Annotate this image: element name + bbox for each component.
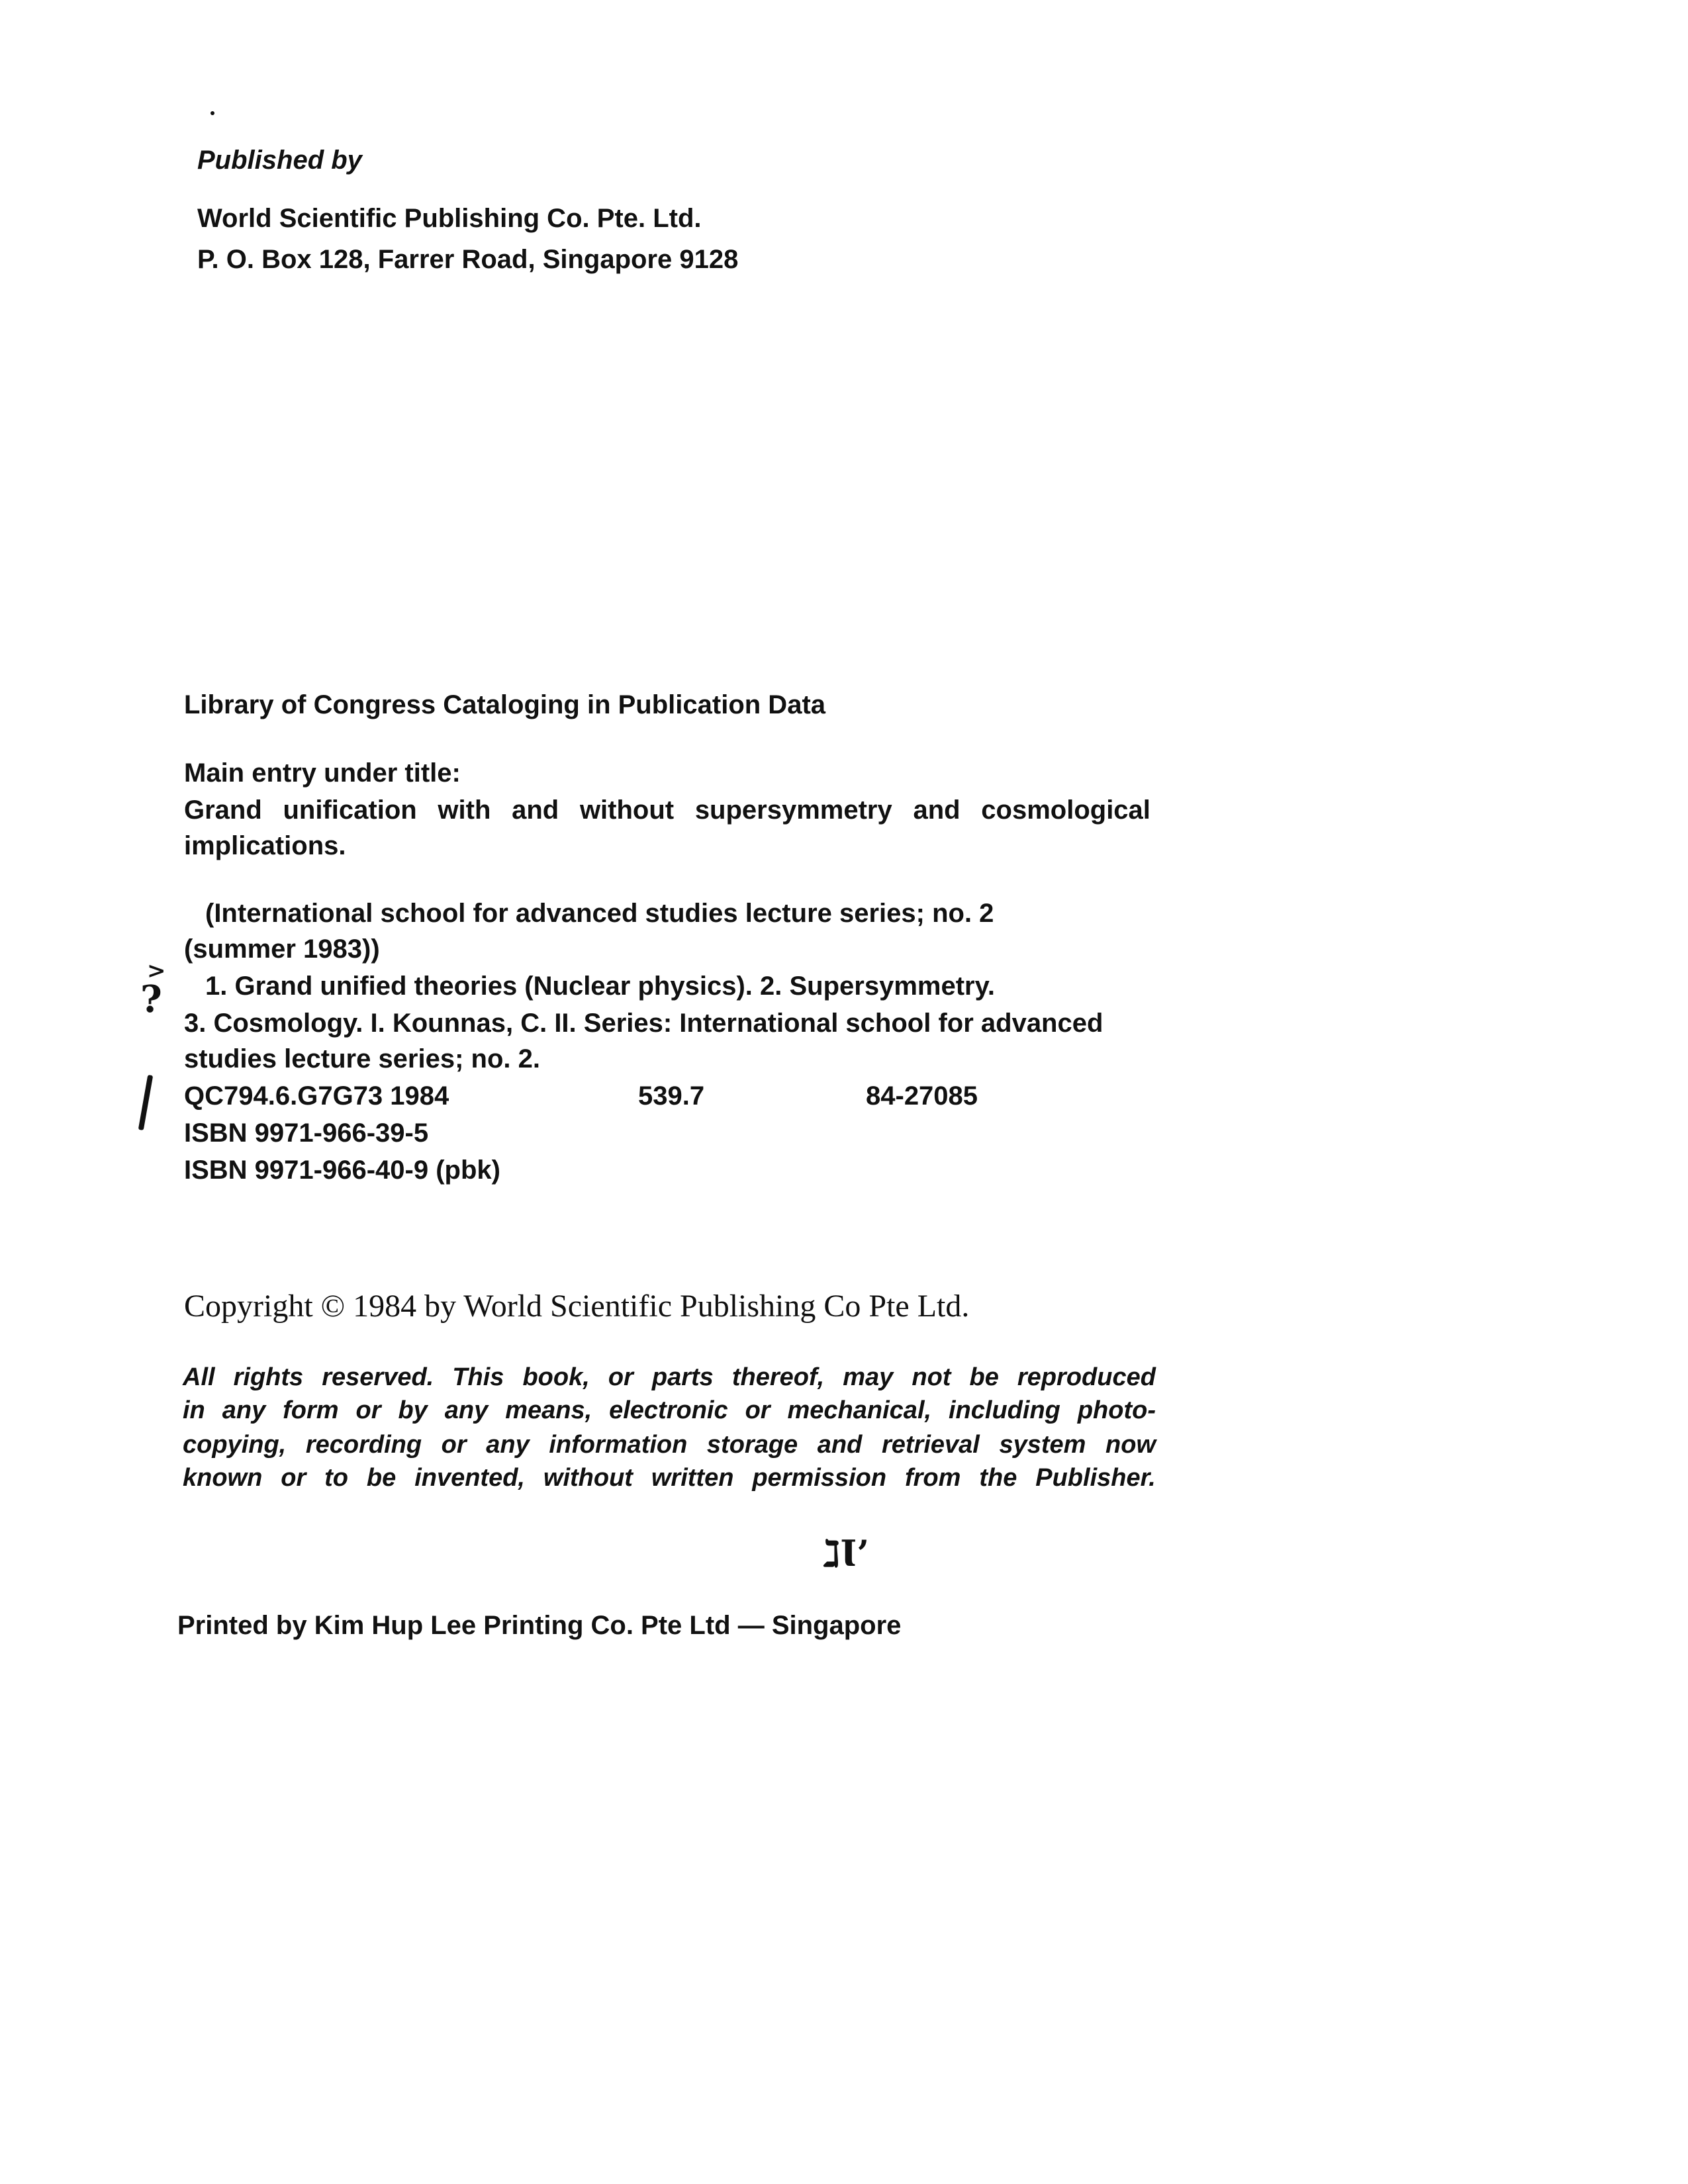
catalog-title-line-1 — [184, 797, 1150, 823]
rights-word: book, — [522, 1363, 590, 1391]
rights-statement-line-4 — [183, 1465, 1156, 1490]
rights-word: reproduced — [1017, 1363, 1156, 1391]
rights-word: All — [183, 1363, 215, 1391]
rights-word: parts — [651, 1363, 714, 1391]
title-word: unification — [283, 796, 417, 825]
rights-word: any — [222, 1396, 266, 1424]
title-word: supersymmetry — [694, 796, 892, 825]
isbn-hardcover: ISBN 9971-966-39-5 — [184, 1118, 429, 1148]
rights-word: means, — [505, 1396, 592, 1424]
rights-word: from — [904, 1464, 961, 1492]
subject-tracings-line-3: studies lecture series; no. 2. — [184, 1044, 540, 1073]
rights-word: photo- — [1077, 1396, 1156, 1424]
catalog-title-line-2: implications. — [184, 831, 346, 860]
rights-word: or — [441, 1431, 467, 1459]
rights-word: the — [979, 1464, 1017, 1492]
title-word: and — [512, 796, 559, 825]
title-word: without — [579, 796, 675, 825]
rights-statement-line-2 — [183, 1398, 1156, 1423]
rights-word: rights — [233, 1363, 304, 1391]
rights-word: any — [486, 1431, 530, 1459]
rights-word: system — [999, 1431, 1086, 1459]
rights-word: or — [745, 1396, 771, 1424]
rights-word: form — [283, 1396, 339, 1424]
rights-word: Publisher. — [1035, 1464, 1156, 1492]
published-by-label: Published by — [197, 146, 362, 175]
rights-statement-line-1 — [183, 1365, 1156, 1390]
handwritten-arrow-mark: > — [147, 958, 166, 984]
rights-word: or — [281, 1464, 306, 1492]
publisher-address: P. O. Box 128, Farrer Road, Singapore 9128 — [197, 245, 739, 274]
copyright-notice: Copyright © 1984 by World Scientific Publishing Co Pte Ltd. — [184, 1289, 970, 1324]
rights-word: in — [183, 1396, 205, 1424]
lccn-number: 84-27085 — [866, 1081, 978, 1111]
rights-word: and — [817, 1431, 863, 1459]
rights-word: recording — [305, 1431, 422, 1459]
rights-word: thereof, — [731, 1363, 825, 1391]
rights-word: invented, — [414, 1464, 525, 1492]
rights-word: permission — [752, 1464, 887, 1492]
rights-word: any — [444, 1396, 489, 1424]
subject-tracings-line-2: 3. Cosmology. I. Kounnas, C. II. Series: International school for advanced — [184, 1009, 1103, 1038]
rights-word: copying, — [183, 1431, 287, 1459]
series-statement-line-2: (summer 1983)) — [184, 934, 380, 964]
printer-line: Printed by Kim Hup Lee Printing Co. Pte Ltd — Singapore — [177, 1611, 902, 1640]
handwritten-bar-mark — [138, 1075, 153, 1130]
subject-tracings-line-1: 1. Grand unified theories (Nuclear physics). 2. Supersymmetry. — [205, 972, 995, 1001]
series-statement-line-1: (International school for advanced studies lecture series; no. 2 — [205, 899, 994, 928]
rights-word: reserved. — [322, 1363, 434, 1391]
isbn-paperback: ISBN 9971-966-40-9 (pbk) — [184, 1156, 500, 1185]
call-number: QC794.6.G7G73 1984 — [184, 1081, 449, 1111]
title-word: and — [913, 796, 961, 825]
rights-word: electronic — [609, 1396, 728, 1424]
rights-word: mechanical, — [787, 1396, 932, 1424]
rights-word: now — [1105, 1431, 1156, 1459]
rights-word: not — [912, 1363, 951, 1391]
rights-word: be — [969, 1363, 999, 1391]
rights-word: or — [355, 1396, 381, 1424]
rights-word: information — [549, 1431, 688, 1459]
rights-word: or — [608, 1363, 633, 1391]
handwritten-scribble-mark: ℷƖ’ — [823, 1532, 870, 1574]
cip-heading: Library of Congress Cataloging in Publication Data — [184, 690, 826, 719]
rights-statement-line-3 — [183, 1432, 1156, 1457]
rights-word: may — [843, 1363, 894, 1391]
publisher-name: World Scientific Publishing Co. Pte. Ltd. — [197, 204, 702, 233]
rights-word: by — [398, 1396, 428, 1424]
title-word: with — [438, 796, 491, 825]
rights-word: without — [543, 1464, 633, 1492]
rights-word: This — [452, 1363, 504, 1391]
rights-word: to — [324, 1464, 349, 1492]
rights-word: be — [366, 1464, 397, 1492]
title-word: cosmological — [981, 796, 1150, 825]
rights-word: storage — [706, 1431, 798, 1459]
rights-word: known — [183, 1464, 263, 1492]
handwritten-hook-mark: ? — [140, 978, 162, 1021]
main-entry-label: Main entry under title: — [184, 758, 461, 788]
title-word: Grand — [184, 796, 262, 825]
ink-dot-mark — [211, 111, 214, 115]
rights-word: written — [651, 1464, 734, 1492]
rights-word: including — [949, 1396, 1060, 1424]
dewey-number: 539.7 — [638, 1081, 705, 1111]
rights-word: retrieval — [881, 1431, 980, 1459]
